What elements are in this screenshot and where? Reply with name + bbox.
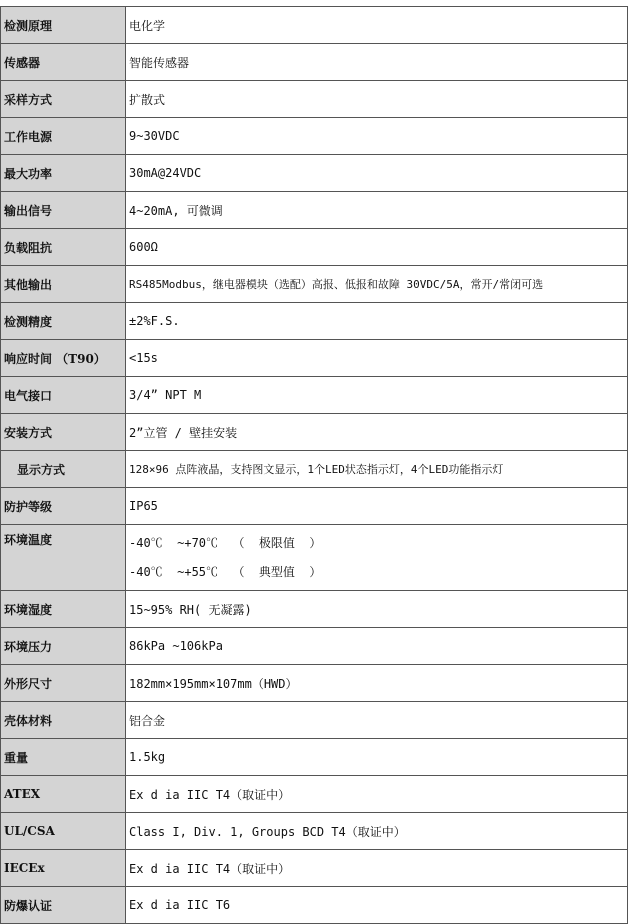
table-row bbox=[1, 525, 628, 591]
table-row bbox=[1, 813, 628, 850]
table-row bbox=[1, 192, 628, 229]
row-label: 显示方式 bbox=[1, 451, 126, 488]
table-row bbox=[1, 266, 628, 303]
row-value: 128×96 点阵液晶，支持图文显示，1个LED状态指示灯，4个LED功能指示灯 bbox=[126, 451, 628, 488]
table-row bbox=[1, 118, 628, 155]
table-row bbox=[1, 7, 628, 44]
row-value: 182mm×195mm×107mm（HWD） bbox=[126, 665, 628, 702]
row-value: 2”立管 / 壁挂安装 bbox=[126, 414, 628, 451]
row-value: 9~30VDC bbox=[126, 118, 628, 155]
row-label: ATEX bbox=[1, 776, 126, 813]
table-row bbox=[1, 81, 628, 118]
row-label: 检测原理 bbox=[1, 7, 126, 44]
row-label: IECEx bbox=[1, 850, 126, 887]
table-row bbox=[1, 155, 628, 192]
row-value: Class I, Div. 1, Groups BCD T4（取证中） bbox=[126, 813, 628, 850]
table-row bbox=[1, 44, 628, 81]
table-row bbox=[1, 739, 628, 776]
table-row bbox=[1, 377, 628, 414]
row-value: 智能传感器 bbox=[126, 44, 628, 81]
row-value: Ex d ia IIC T4（取证中） bbox=[126, 776, 628, 813]
value-line: -40℃ ~+70℃ （ 极限值 ） bbox=[129, 535, 322, 550]
row-value: 电化学 bbox=[126, 7, 628, 44]
table-row bbox=[1, 451, 628, 488]
row-value: Ex d ia IIC T4（取证中） bbox=[126, 850, 628, 887]
table-row bbox=[1, 229, 628, 266]
row-label: 壳体材料 bbox=[1, 702, 126, 739]
row-label: 输出信号 bbox=[1, 192, 126, 229]
row-label: 外形尺寸 bbox=[1, 665, 126, 702]
row-label: UL/CSA bbox=[1, 813, 126, 850]
row-value: 3/4” NPT M bbox=[126, 377, 628, 414]
row-value: RS485Modbus，继电器模块（选配）高报、低报和故障 30VDC/5A，常开/常闭可选 bbox=[126, 266, 628, 303]
row-label: 响应时间 （T90） bbox=[1, 340, 126, 377]
table-row bbox=[1, 776, 628, 813]
row-value: Ex d ia IIC T6 bbox=[126, 887, 628, 924]
table-row bbox=[1, 591, 628, 628]
table-row bbox=[1, 702, 628, 739]
row-value: 15~95% RH( 无凝露) bbox=[126, 591, 628, 628]
row-value bbox=[126, 525, 628, 591]
row-label: 采样方式 bbox=[1, 81, 126, 118]
table-row bbox=[1, 850, 628, 887]
row-label: 工作电源 bbox=[1, 118, 126, 155]
row-value: ±2%F.S. bbox=[126, 303, 628, 340]
row-label: 负载阻抗 bbox=[1, 229, 126, 266]
row-value: 600Ω bbox=[126, 229, 628, 266]
table-row bbox=[1, 414, 628, 451]
row-label: 安装方式 bbox=[1, 414, 126, 451]
row-value: <15s bbox=[126, 340, 628, 377]
row-label: 防护等级 bbox=[1, 488, 126, 525]
row-label: 环境温度 bbox=[1, 525, 126, 591]
table-row bbox=[1, 488, 628, 525]
row-label: 防爆认证 bbox=[1, 887, 126, 924]
row-value: 86kPa ~106kPa bbox=[126, 628, 628, 665]
table-row bbox=[1, 887, 628, 924]
row-value: 30mA@24VDC bbox=[126, 155, 628, 192]
row-label: 其他输出 bbox=[1, 266, 126, 303]
row-label: 重量 bbox=[1, 739, 126, 776]
row-label: 检测精度 bbox=[1, 303, 126, 340]
table-row bbox=[1, 628, 628, 665]
table-row bbox=[1, 665, 628, 702]
row-value: 1.5kg bbox=[126, 739, 628, 776]
row-value: 4~20mA, 可微调 bbox=[126, 192, 628, 229]
row-label: 最大功率 bbox=[1, 155, 126, 192]
spec-table bbox=[0, 6, 628, 924]
row-value: 铝合金 bbox=[126, 702, 628, 739]
value-line: -40℃ ~+55℃ （ 典型值 ） bbox=[129, 564, 322, 579]
table-row bbox=[1, 303, 628, 340]
row-label: 传感器 bbox=[1, 44, 126, 81]
row-label: 环境压力 bbox=[1, 628, 126, 665]
row-value: IP65 bbox=[126, 488, 628, 525]
row-label: 电气接口 bbox=[1, 377, 126, 414]
row-label: 环境湿度 bbox=[1, 591, 126, 628]
table-row bbox=[1, 340, 628, 377]
row-value: 扩散式 bbox=[126, 81, 628, 118]
